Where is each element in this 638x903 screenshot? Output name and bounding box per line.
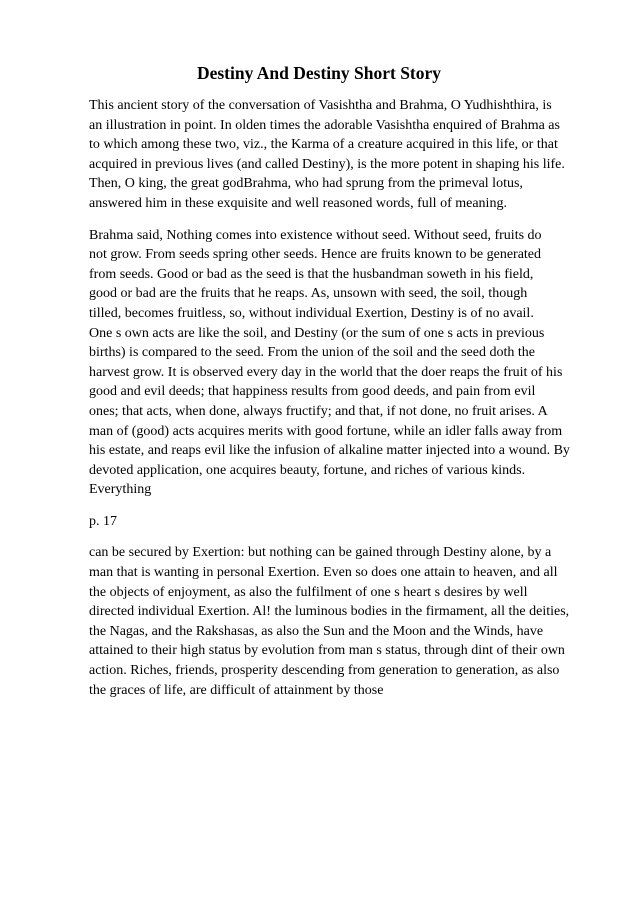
- paragraph-2: [89, 226, 585, 500]
- page-number: p. 17: [89, 513, 117, 529]
- paragraph-gap: [89, 500, 585, 512]
- text-line: good and evil deeds; that happiness results from good deeds, and pain from evil: [89, 384, 536, 400]
- text-line: directed individual Exertion. Al! the luminous bodies in the firmament, all the deities,: [89, 604, 570, 620]
- text-line: good or bad are the fruits that he reaps. As, unsown with seed, the soil, though: [89, 286, 528, 302]
- text-line: action. Riches, friends, prosperity descending from generation to generation, as also: [89, 663, 560, 679]
- text-line: devoted application, one acquires beauty, fortune, and riches of various kinds.: [89, 462, 526, 478]
- text-line: attained to their high status by evolution from man s status, through dint of their own: [89, 643, 565, 659]
- paragraph-gap: [89, 531, 585, 543]
- text-line: an illustration in point. In olden times the adorable Vasishtha enquired of Brahma as: [89, 117, 560, 133]
- text-line: to which among these two, viz., the Karma of a creature acquired in this life, or that: [89, 137, 558, 153]
- text-line: acquired in previous lives (and called Destiny), is the more potent in shaping his life.: [89, 156, 565, 172]
- text-line: Everything: [89, 482, 152, 498]
- text-line: Brahma said, Nothing comes into existence without seed. Without seed, fruits do: [89, 227, 542, 243]
- paragraph-gap: [89, 214, 585, 226]
- text-line: answered him in these exquisite and well reasoned words, full of meaning.: [89, 195, 507, 211]
- text-line: man of (good) acts acquires merits with good fortune, while an idler falls away from: [89, 423, 563, 439]
- text-line: his estate, and reaps evil like the infusion of alkaline matter injected into a wound. By: [89, 443, 570, 459]
- document-body: [89, 96, 585, 700]
- text-line: births) is compared to the seed. From the union of the soil and the seed doth the: [89, 345, 535, 361]
- text-line: man that is wanting in personal Exertion. Even so does one attain to heaven, and all: [89, 565, 558, 581]
- text-line: the graces of life, are difficult of attainment by those: [89, 682, 384, 698]
- text-line: Then, O king, the great godBrahma, who had sprung from the primeval lotus,: [89, 176, 523, 192]
- text-line: can be secured by Exertion: but nothing can be gained through Destiny alone, by a: [89, 545, 552, 561]
- text-line: the objects of enjoyment, as also the fulfilment of one s heart s desires by well: [89, 584, 528, 600]
- text-line: not grow. From seeds spring other seeds. Hence are fruits known to be generated: [89, 247, 542, 263]
- paragraph-3: [89, 543, 585, 700]
- document-title: Destiny And Destiny Short Story: [196, 63, 442, 83]
- paragraph-1: [89, 96, 585, 214]
- text-line: harvest grow. It is observed every day in the world that the doer reaps the fruit of his: [89, 364, 563, 380]
- text-line: This ancient story of the conversation of Vasishtha and Brahma, O Yudhishthira, is: [89, 98, 552, 113]
- text-line: from seeds. Good or bad as the seed is that the husbandman soweth in his field,: [89, 266, 534, 282]
- text-line: the Nagas, and the Rakshasas, as also the Sun and the Moon and the Winds, have: [89, 623, 544, 639]
- text-line: tilled, becomes fruitless, so, without individual Exertion, Destiny is of no avail.: [89, 305, 534, 321]
- text-line: ones; that acts, when done, always fructify; and that, if not done, no fruit arises. A: [89, 403, 548, 419]
- text-line: One s own acts are like the soil, and Destiny (or the sum of one s acts in previous: [89, 325, 545, 341]
